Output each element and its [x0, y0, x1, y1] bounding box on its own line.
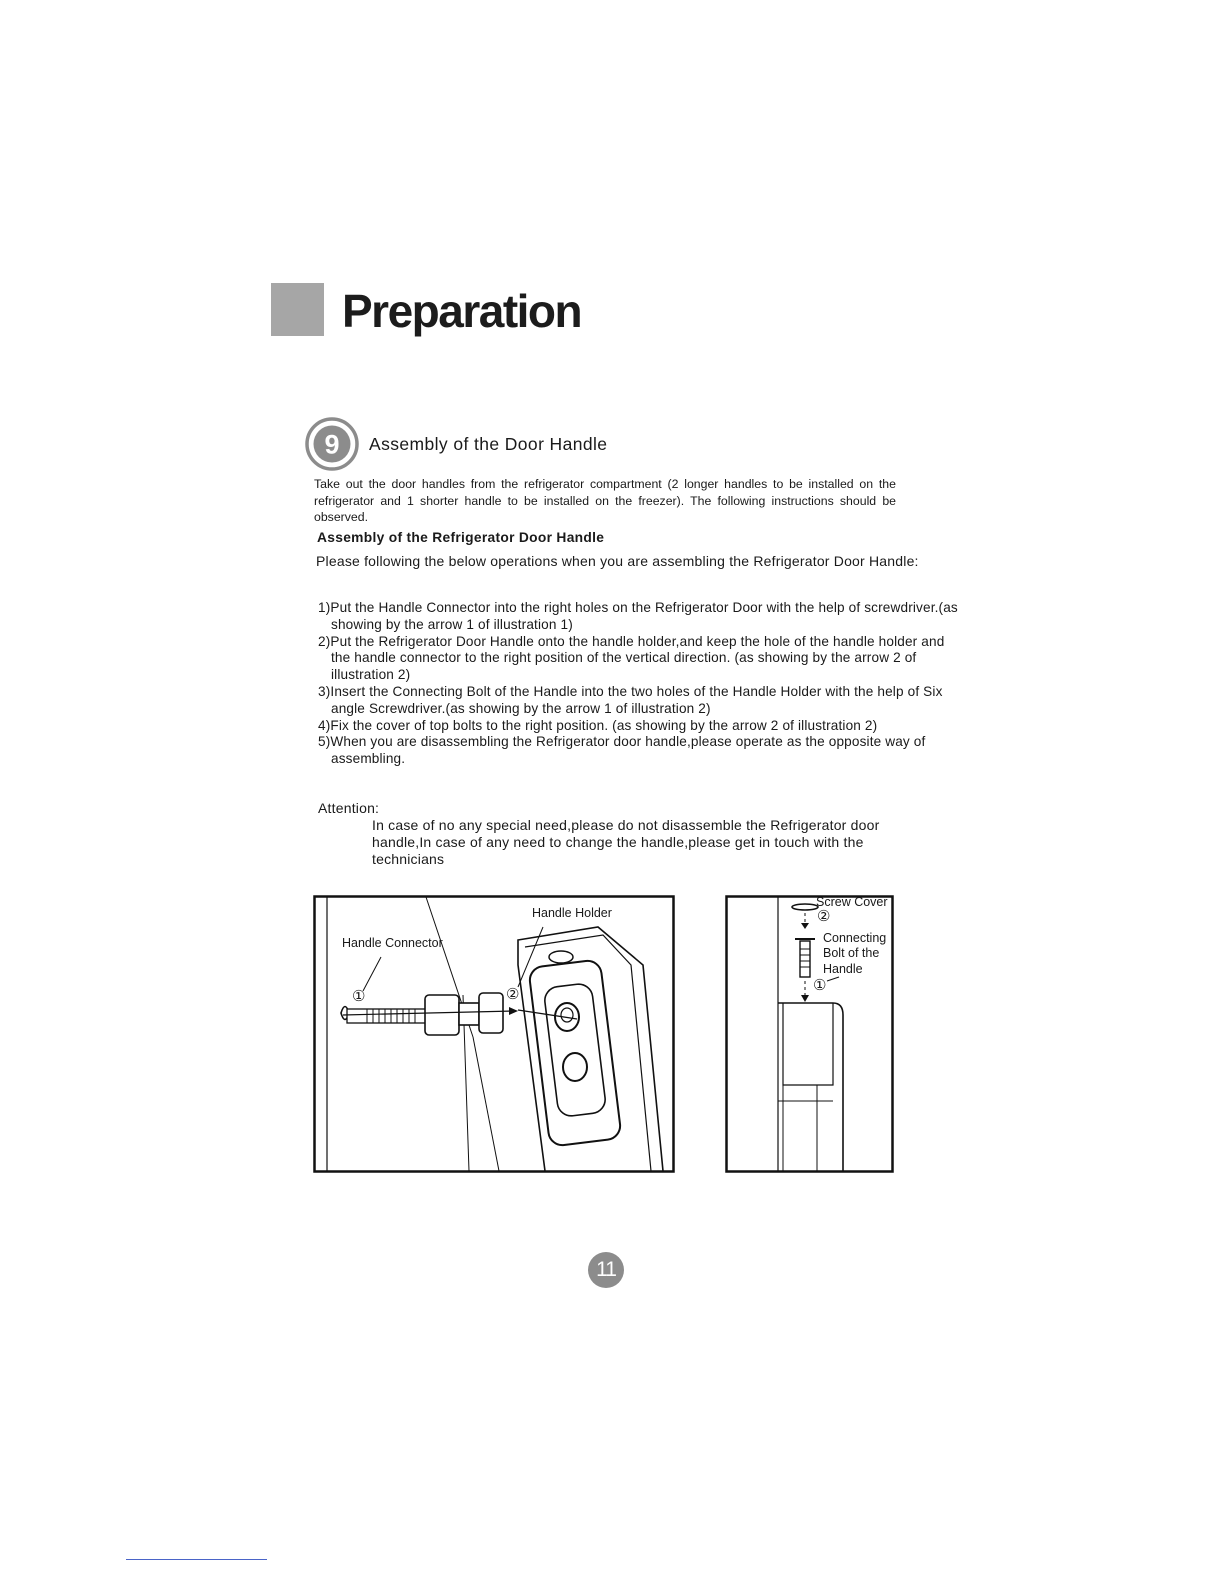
- attention-text: In case of no any special need,please do not disassemble the Refrigerator door handle,In case of any need to change the handle,please get in touch with the technicians: [372, 817, 880, 867]
- section-marker-block: [271, 283, 324, 336]
- subheading: Assembly of the Refrigerator Door Handle: [317, 530, 605, 545]
- connecting-bolt-label-line-2: Bolt of the: [823, 946, 880, 960]
- section-title: Assembly of the Door Handle: [369, 434, 608, 454]
- instruction-step: 4)Fix the cover of top bolts to the right position. (as showing by the arrow 2 of illustration 2): [318, 717, 878, 733]
- instruction-step: 5)When you are disassembling the Refrigerator door handle,please operate as the opposite way of assembling.: [318, 734, 926, 767]
- intro-paragraph: Take out the door handles from the refrigerator compartment (2 longer handles to be installed on the refrigerator and 1 shorter handle to be installed on the freezer). The following instructions should be observed.: [314, 477, 896, 524]
- screw-cover-label: Screw Cover: [816, 895, 888, 909]
- marker-1: ①: [352, 988, 366, 1005]
- marker-2: ②: [506, 986, 520, 1003]
- marker-1: ①: [813, 977, 827, 994]
- instruction-step: 3)Insert the Connecting Bolt of the Handle into the two holes of the Handle Holder with the help of Six angle Screwdriver.(as showing by the arrow 1 of illustration 2): [318, 683, 943, 716]
- handle-holder-label: Handle Holder: [532, 906, 612, 920]
- handle-connector-label: Handle Connector: [342, 936, 443, 950]
- connecting-bolt-label-line-1: Connecting: [823, 931, 887, 945]
- instruction-step: 1)Put the Handle Connector into the right holes on the Refrigerator Door with the help of screwdriver.(as showing by the arrow 1 of illustration 1): [318, 600, 958, 632]
- step-number-badge: [305, 417, 359, 471]
- attention-label: Attention:: [318, 800, 380, 816]
- footer-rule: [126, 1559, 267, 1560]
- instruction-step: 2)Put the Refrigerator Door Handle onto the handle holder,and keep the hole of the handle holder and the handle connector to the right position of the vertical direction. (as showing by the arrow 2 of illustration 2): [318, 633, 945, 683]
- lead-paragraph: Please following the below operations when you are assembling the Refrigerator Door Handle:: [316, 553, 919, 569]
- page-number: 11: [588, 1252, 624, 1288]
- marker-2: ②: [817, 908, 831, 925]
- instruction-steps: [318, 600, 958, 768]
- illustration-1: [313, 895, 675, 1173]
- connecting-bolt-label-line-3: Handle: [823, 962, 863, 976]
- illustration-2: [725, 895, 895, 1173]
- page-title: Preparation: [342, 285, 582, 337]
- step-number: 9: [324, 429, 340, 460]
